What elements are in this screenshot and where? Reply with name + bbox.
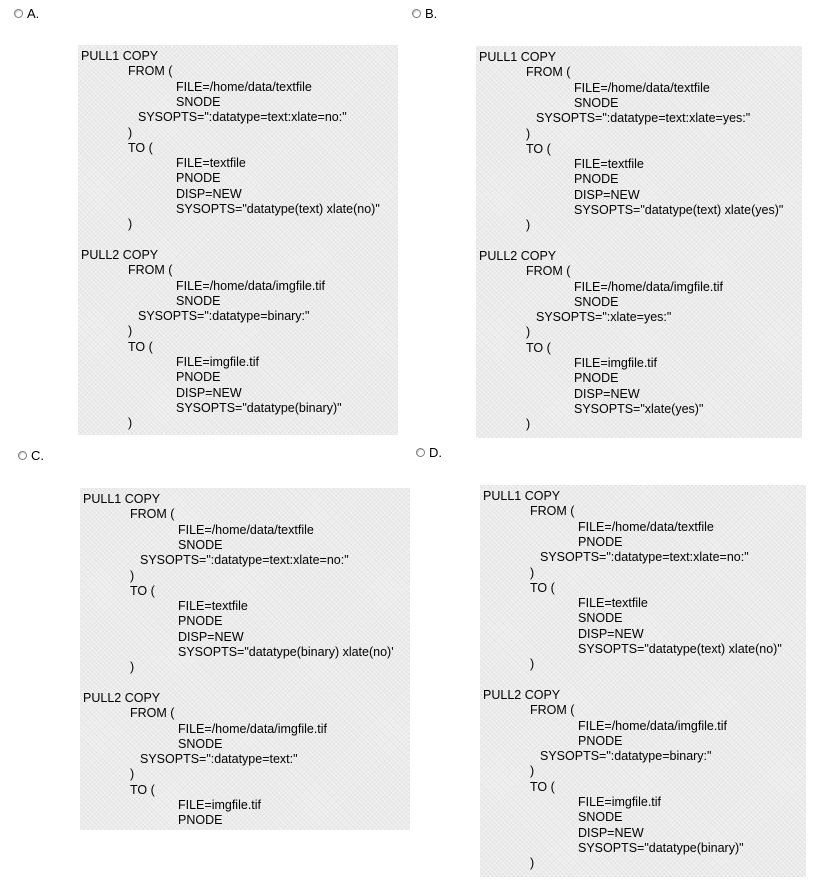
code-line: DISP=NEW: [578, 626, 644, 641]
code-line: SNODE: [178, 736, 223, 751]
code-line: TO (: [526, 141, 551, 156]
option-d-radio[interactable]: [416, 448, 425, 457]
code-line: SYSOPTS=":datatype=text:": [140, 752, 298, 767]
code-line: SYSOPTS=":datatype=binary:": [138, 309, 310, 324]
code-line: FILE=/home/data/imgfile.tif: [578, 718, 728, 733]
code-line: SNODE: [176, 94, 221, 109]
code-line: FILE=textfile: [178, 599, 248, 614]
code-line: ): [526, 126, 531, 141]
code-line: SYSOPTS="datatype(text) xlate(no)": [578, 642, 782, 656]
code-line: SYSOPTS="datatype(binary)": [176, 400, 342, 415]
code-line: FILE=imgfile.tif: [574, 356, 658, 370]
code-line: PNODE: [176, 171, 221, 186]
code-line: TO (: [130, 583, 155, 598]
code-line: FILE=/home/data/imgfile.tif: [574, 279, 724, 294]
code-line: DISP=NEW: [178, 629, 244, 644]
code-line: PNODE: [574, 371, 619, 386]
code-line: FILE=/home/data/textfile: [176, 79, 312, 94]
code-line: SYSOPTS=":datatype=text:xlate=no:": [540, 550, 749, 565]
code-line: DISP=NEW: [176, 186, 242, 201]
code-line: PNODE: [178, 813, 223, 828]
code-line: PULL1 COPY: [483, 489, 561, 503]
code-line: ): [128, 125, 133, 140]
code-line: ): [526, 417, 531, 432]
code-line: SNODE: [178, 537, 223, 552]
code-line: SYSOPTS="xlate(yes)": [574, 401, 704, 416]
code-line: PULL1 COPY: [81, 49, 159, 63]
code-line: DISP=NEW: [574, 386, 640, 401]
option-d-label: D.: [429, 445, 442, 460]
code-line: TO (: [130, 782, 155, 797]
option-b-label: B.: [425, 6, 438, 21]
code-line: FILE=imgfile.tif: [178, 798, 262, 812]
option-a[interactable]: [14, 6, 39, 21]
code-line: SNODE: [176, 293, 221, 308]
code-line: PULL1 COPY: [479, 50, 557, 64]
code-line: SYSOPTS=":datatype=binary:": [540, 749, 712, 764]
code-line: ): [530, 565, 535, 580]
option-d[interactable]: [416, 445, 442, 460]
code-line: SYSOPTS=":xlate=yes:": [536, 310, 672, 325]
code-line: ): [530, 856, 535, 871]
code-line: ): [526, 325, 531, 340]
code-line: SNODE: [578, 611, 623, 626]
code-line: PNODE: [176, 370, 221, 385]
code-line: TO (: [530, 580, 555, 595]
code-line: SYSOPTS=":datatype=text:xlate=yes:": [536, 111, 751, 126]
code-line: PULL2 COPY: [83, 690, 161, 705]
code-line: TO (: [128, 339, 153, 354]
code-line: DISP=NEW: [578, 825, 644, 840]
code-line: TO (: [530, 779, 555, 794]
code-line: FILE=textfile: [578, 596, 648, 611]
code-line: PULL1 COPY: [83, 492, 161, 506]
option-a-label: A.: [27, 6, 40, 21]
code-line: FILE=textfile: [176, 156, 246, 171]
code-line: SNODE: [578, 810, 623, 825]
code-line: DISP=NEW: [574, 187, 640, 202]
code-line: ): [130, 767, 135, 782]
option-a-code-block: [78, 45, 398, 435]
code-line: FILE=imgfile.tif: [578, 795, 662, 809]
code-line: SYSOPTS="datatype(text) xlate(yes)": [574, 203, 784, 217]
option-c-label: C.: [31, 448, 44, 463]
code-line: SYSOPTS="datatype(binary)": [578, 840, 744, 855]
code-line: ): [130, 660, 135, 675]
code-line: SYSOPTS="datatype(text) xlate(no)": [176, 202, 380, 216]
code-line: TO (: [526, 340, 551, 355]
code-line: FILE=/home/data/textfile: [578, 519, 714, 534]
option-d-code-block: [480, 485, 806, 877]
code-line: ): [526, 218, 531, 233]
code-line: ): [130, 568, 135, 583]
code-line: PULL2 COPY: [483, 687, 561, 702]
option-c[interactable]: [18, 448, 44, 463]
code-line: FILE=/home/data/textfile: [574, 80, 710, 95]
code-line: SNODE: [574, 294, 619, 309]
option-c-radio[interactable]: [18, 451, 27, 460]
option-b-code-block: [476, 46, 802, 438]
code-line: SYSOPTS=":datatype=text:xlate=no:": [140, 553, 349, 568]
code-line: TO (: [128, 140, 153, 155]
code-line: FILE=/home/data/imgfile.tif: [178, 721, 328, 736]
code-line: FROM (: [128, 64, 173, 79]
option-a-radio[interactable]: [14, 9, 23, 18]
code-line: FILE=textfile: [574, 157, 644, 172]
code-line: PULL2 COPY: [479, 248, 557, 263]
code-line: ): [128, 416, 133, 431]
code-line: FROM (: [130, 706, 175, 721]
option-b[interactable]: [412, 6, 437, 21]
code-line: FROM (: [530, 703, 575, 718]
code-line: ): [530, 764, 535, 779]
code-line: FROM (: [530, 504, 575, 519]
option-b-radio[interactable]: [412, 9, 421, 18]
code-line: FROM (: [130, 507, 175, 522]
code-line: FROM (: [526, 264, 571, 279]
code-line: PNODE: [578, 534, 623, 549]
code-line: PNODE: [578, 733, 623, 748]
code-line: ): [128, 324, 133, 339]
code-line: ): [530, 657, 535, 672]
code-line: SYSOPTS="datatype(binary) xlate(no)': [178, 645, 394, 659]
code-line: FILE=/home/data/imgfile.tif: [176, 278, 326, 293]
code-line: FILE=/home/data/textfile: [178, 522, 314, 537]
code-line: DISP=NEW: [176, 385, 242, 400]
code-line: FROM (: [128, 263, 173, 278]
code-line: FROM (: [526, 65, 571, 80]
code-line: PULL2 COPY: [81, 247, 159, 262]
code-line: ): [128, 217, 133, 232]
code-line: FILE=imgfile.tif: [176, 355, 260, 369]
code-line: PNODE: [178, 614, 223, 629]
code-line: SYSOPTS=":datatype=text:xlate=no:": [138, 110, 347, 125]
code-line: SNODE: [574, 95, 619, 110]
code-line: PNODE: [574, 172, 619, 187]
option-c-code-block: [80, 488, 410, 830]
